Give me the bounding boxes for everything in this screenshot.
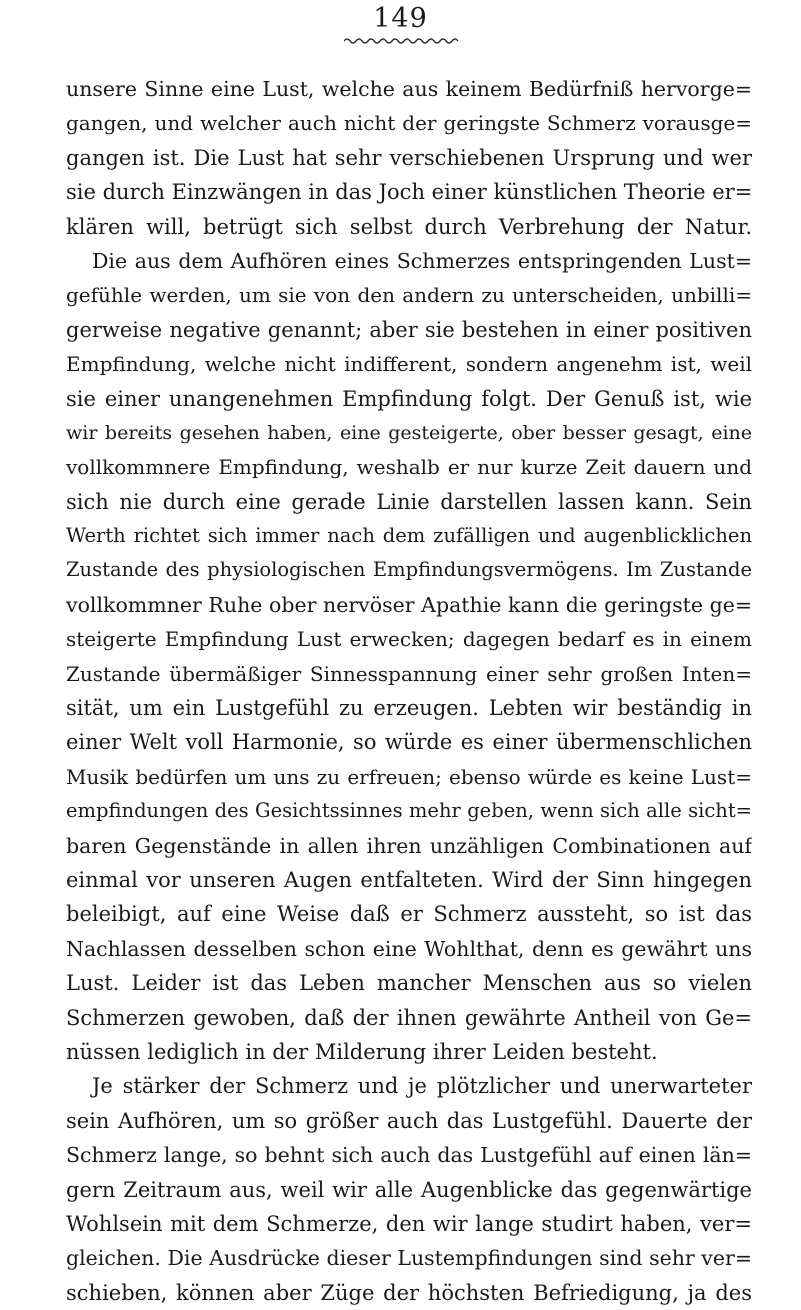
text-line: vollkommner Ruhe ober nervöser Apathie kann die geringste ge= [66,592,752,617]
text-line: Schmerzen gewoben, daß der ihnen gewährte Antheil von Ge= [66,1005,752,1030]
text-line: Werth richtet sich immer nach dem zufälligen und augenblicklichen [66,524,752,548]
text-line: schieben, können aber Züge der höchsten Befriedigung, ja des [66,1280,752,1305]
page-number: 149 [373,3,428,34]
body-text [66,72,752,1310]
text-line: Lust. Leider ist das Leben mancher Menschen aus so vielen [66,971,752,996]
text-line: gangen, und welcher auch nicht der geringste Schmerz vorausge= [66,111,752,136]
text-line: wir bereits gesehen haben, eine gesteigerte, ober besser gesagt, eine [66,421,752,444]
wavy-rule-ornament [344,36,459,46]
text-line: einmal vor unseren Augen entfalteten. Wird der Sinn hingegen [66,867,752,892]
text-line: baren Gegenstände in allen ihren unzähligen Combinationen auf [66,833,752,858]
text-line: empfindungen des Gesichtssinnes mehr geben, wenn sich alle sicht= [66,799,752,823]
text-line: Zustande des physiologischen Empfindungsvermögens. Im Zustande [66,558,752,582]
text-line: sität, um ein Lustgefühl zu erzeugen. Lebten wir beständig in [66,696,752,721]
text-line: gefühle werden, um sie von den andern zu unterscheiden, unbilli= [66,283,752,308]
text-line: Zustande übermäßiger Sinnesspannung einer sehr großen Inten= [66,661,752,686]
text-line: gern Zeitraum aus, weil wir alle Augenblicke das gegenwärtige [66,1177,752,1202]
text-line: sie einer unangenehmen Empfindung folgt. Der Genuß ist, wie [66,386,752,411]
text-line: einer Welt voll Harmonie, so würde es einer übermenschlichen [66,730,752,755]
text-line: sich nie durch eine gerade Linie darstellen lassen kann. Sein [66,489,752,514]
text-line: Wohlsein mit dem Schmerze, den wir lange studirt haben, ver= [66,1211,752,1236]
text-line: Empfindung, welche nicht indifferent, sondern angenehm ist, weil [66,352,752,377]
text-line: vollkommnere Empfindung, weshalb er nur kurze Zeit dauern und [66,455,752,480]
text-line: gleichen. Die Ausdrücke dieser Lustempfindungen sind sehr ver= [66,1246,752,1271]
text-line: Die aus dem Aufhören eines Schmerzes entspringenden Lust= [92,248,752,273]
text-line: Schmerz lange, so behnt sich auch das Lustgefühl auf einen län= [66,1143,752,1168]
text-line: beleibigt, auf eine Weise daß er Schmerz aussteht, so ist das [66,902,752,927]
text-line: klären will, betrügt sich selbst durch Verbrehung der Natur. [66,214,752,239]
text-line: steigerte Empfindung Lust erwecken; dagegen bedarf es in einem [66,627,752,652]
text-line: unsere Sinne eine Lust, welche aus keinem Bedürfniß hervorge= [66,77,752,101]
text-line: sie durch Einzwängen in das Joch einer künstlichen Theorie er= [66,180,752,205]
text-line: gangen ist. Die Lust hat sehr verschiebenen Ursprung und wer [66,145,752,170]
text-line: Nachlassen desselben schon eine Wohlthat, denn es gewährt uns [66,936,752,961]
text-line: Musik bedürfen um uns zu erfreuen; ebenso würde es keine Lust= [66,764,752,789]
text-line: nüssen lediglich in der Milderung ihrer Leiden besteht. [66,1039,658,1064]
text-line: Je stärker der Schmerz und je plötzlicher und unerwarteter [92,1074,752,1099]
text-line: sein Aufhören, um so größer auch das Lustgefühl. Dauerte der [66,1108,752,1133]
text-line: gerweise negative genannt; aber sie bestehen in einer positiven [66,317,752,342]
